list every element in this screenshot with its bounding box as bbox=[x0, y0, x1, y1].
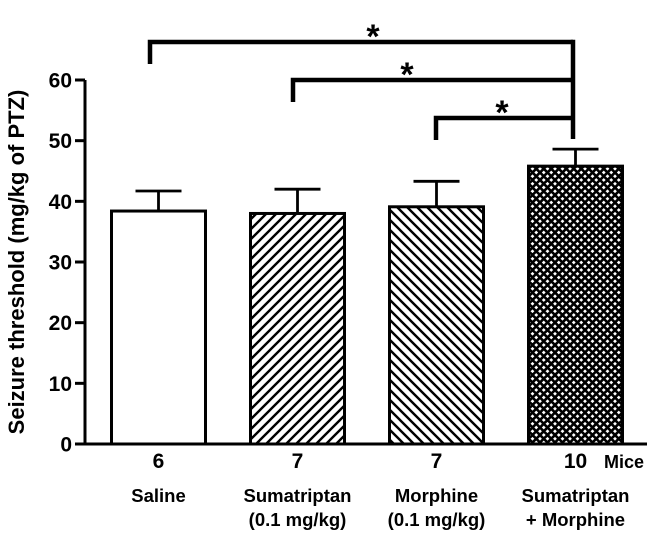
significance-asterisk-2: * bbox=[400, 56, 414, 94]
n-label-saline: 6 bbox=[152, 450, 165, 473]
error-bar-sumatriptan-0-1-mg-kg bbox=[275, 189, 321, 212]
y-tick-label-30: 30 bbox=[48, 251, 72, 275]
x-label-sumatriptan-morphine-line2: + Morphine bbox=[525, 509, 626, 530]
bar-sumatriptan-morphine bbox=[529, 166, 623, 444]
bar-sumatriptan-0-1-mg-kg bbox=[251, 213, 345, 444]
x-label-sumatriptan-morphine: Sumatriptan bbox=[521, 485, 630, 506]
y-tick-label-40: 40 bbox=[48, 190, 72, 214]
x-label-sumatriptan-0-1-mg-kg-line2: (0.1 mg/kg) bbox=[248, 509, 347, 530]
significance-asterisk-1: * bbox=[366, 18, 380, 56]
y-tick-label-0: 0 bbox=[60, 433, 72, 457]
n-label-sumatriptan-0-1-mg-kg: 7 bbox=[291, 450, 304, 473]
x-label-sumatriptan-0-1-mg-kg: Sumatriptan bbox=[243, 485, 352, 506]
significance-bracket-1 bbox=[150, 42, 573, 64]
x-label-morphine-0-1-mg-kg: Morphine bbox=[394, 485, 479, 506]
significance-asterisk-3: * bbox=[495, 94, 509, 132]
bar-morphine-0-1-mg-kg bbox=[390, 207, 484, 444]
y-tick-label-50: 50 bbox=[48, 130, 72, 154]
n-label-sumatriptan-morphine: 10 bbox=[563, 450, 588, 473]
bar-saline bbox=[112, 211, 206, 444]
x-label-morphine-0-1-mg-kg-line2: (0.1 mg/kg) bbox=[387, 509, 486, 530]
y-tick-label-20: 20 bbox=[48, 312, 72, 336]
y-tick-label-60: 60 bbox=[48, 69, 72, 93]
y-tick-label-10: 10 bbox=[48, 372, 72, 396]
x-label-saline: Saline bbox=[131, 485, 186, 506]
y-axis-title: Seizure threshold (mg/kg of PTZ) bbox=[4, 89, 29, 435]
mice-unit-note: Mice bbox=[604, 452, 645, 472]
n-label-morphine-0-1-mg-kg: 7 bbox=[430, 450, 443, 473]
error-bar-morphine-0-1-mg-kg bbox=[414, 181, 460, 205]
significance-bracket-2 bbox=[293, 80, 573, 102]
error-bar-sumatriptan-morphine bbox=[553, 149, 599, 165]
error-bar-saline bbox=[136, 191, 182, 210]
